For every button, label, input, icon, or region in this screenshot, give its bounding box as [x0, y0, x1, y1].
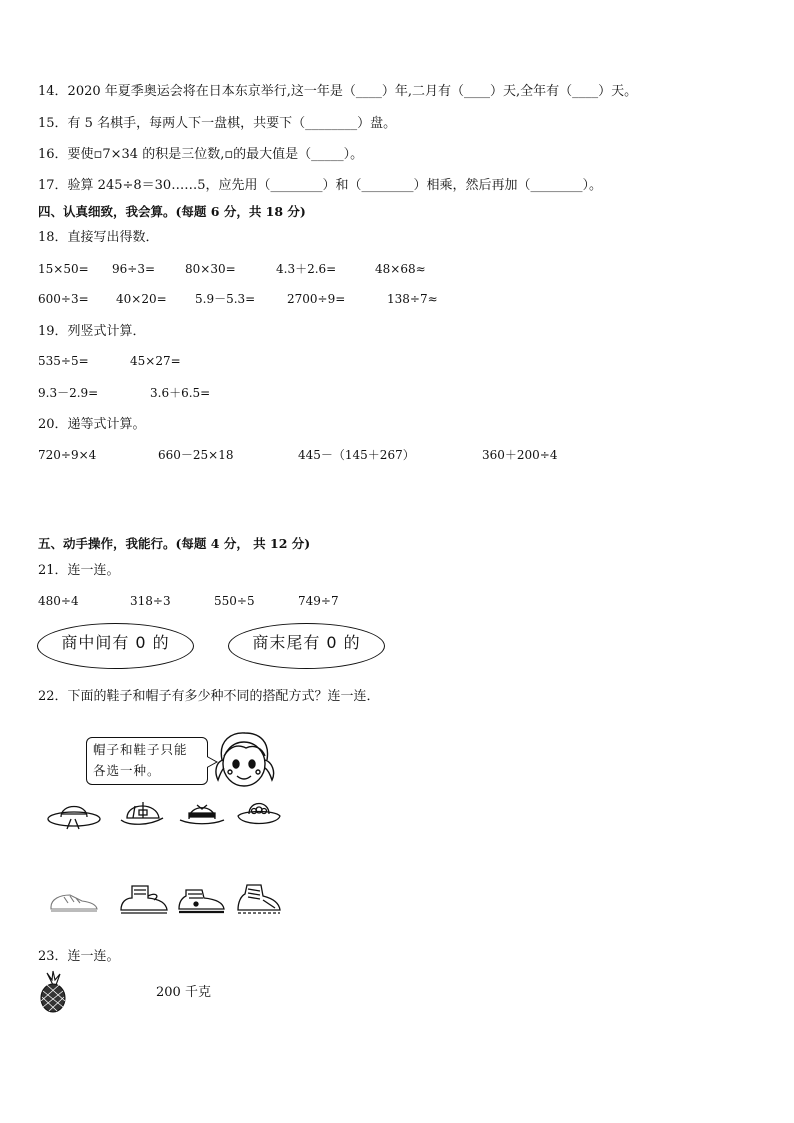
calc-item: 48×68≈ — [375, 262, 426, 276]
question-17: 17．验算 245÷8＝30……5，应先用（________）和（________）相乘，然后再加（________）。 — [38, 178, 602, 193]
weight-label: 200 千克 — [156, 985, 211, 1000]
question-14: 14．2020 年夏季奥运会将在日本东京举行,这一年是（____）年,二月有（____）天,全年有（____）天。 — [38, 84, 638, 99]
calc-item: 3.6＋6.5= — [150, 386, 211, 400]
oval-label: 商中间有 0 的 — [61, 633, 170, 652]
calc-item: 535÷5= — [38, 354, 89, 368]
bubble-line: 帽子和鞋子只能 — [93, 742, 188, 757]
baseball-cap-icon — [119, 796, 167, 830]
section-4-heading: 四、认真细致，我会算。(每题 6 分，共 18 分) — [38, 204, 306, 219]
calc-item: 96÷3= — [112, 262, 156, 276]
calc-item: 2700÷9= — [287, 292, 346, 306]
calc-item: 480÷4 — [38, 594, 79, 608]
calc-item: 45×27= — [130, 354, 181, 368]
calc-item: 318÷3 — [130, 594, 171, 608]
calc-item: 9.3－2.9= — [38, 386, 99, 400]
calc-item: 600÷3= — [38, 292, 89, 306]
calc-item: 40×20= — [116, 292, 167, 306]
oval-label: 商末尾有 0 的 — [252, 633, 361, 652]
calc-item: 445－（145＋267） — [298, 448, 415, 462]
question-18: 18．直接写出得数． — [38, 230, 159, 245]
question-22: 22．下面的鞋子和帽子有多少种不同的搭配方式？连一连． — [38, 689, 380, 704]
wide-brim-hat-icon — [45, 797, 103, 831]
calc-item: 80×30= — [185, 262, 236, 276]
calc-item: 5.9－5.3= — [195, 292, 256, 306]
calc-item: 360＋200÷4 — [482, 448, 558, 462]
oval-end-zero[interactable] — [228, 623, 385, 669]
calc-item: 4.3＋2.6= — [276, 262, 337, 276]
pineapple-icon — [37, 971, 69, 1013]
calc-item: 660－25×18 — [158, 448, 234, 462]
question-20: 20．递等式计算。 — [38, 417, 146, 432]
question-15: 15．有 5 名棋手，每两人下一盘棋，共要下（________）盘。 — [38, 116, 397, 131]
calc-item: 15×50= — [38, 262, 89, 276]
sneaker-icon — [48, 887, 100, 915]
section-5-heading: 五、动手操作，我能行。(每题 4 分， 共 12 分) — [38, 536, 311, 551]
calc-item: 138÷7≈ — [387, 292, 438, 306]
fedora-hat-icon — [177, 798, 227, 828]
bubble-line: 各选一种。 — [93, 763, 161, 778]
girl-face-icon — [210, 730, 280, 792]
high-top-sneaker-icon — [235, 882, 283, 918]
sun-hat-icon — [235, 796, 283, 828]
question-19: 19．列竖式计算． — [38, 324, 146, 339]
speech-bubble — [86, 737, 208, 785]
question-21: 21．连一连。 — [38, 563, 120, 578]
question-16: 16．要使▫7×34 的积是三位数,▫的最大值是（_____）。 — [38, 147, 364, 162]
calc-item: 550÷5 — [214, 594, 255, 608]
hiking-shoe-icon — [176, 884, 228, 916]
oval-middle-zero[interactable] — [37, 623, 194, 669]
calc-item: 720÷9×4 — [38, 448, 97, 462]
question-23: 23．连一连。 — [38, 949, 120, 964]
calc-item: 749÷7 — [298, 594, 339, 608]
boot-icon — [118, 882, 170, 918]
